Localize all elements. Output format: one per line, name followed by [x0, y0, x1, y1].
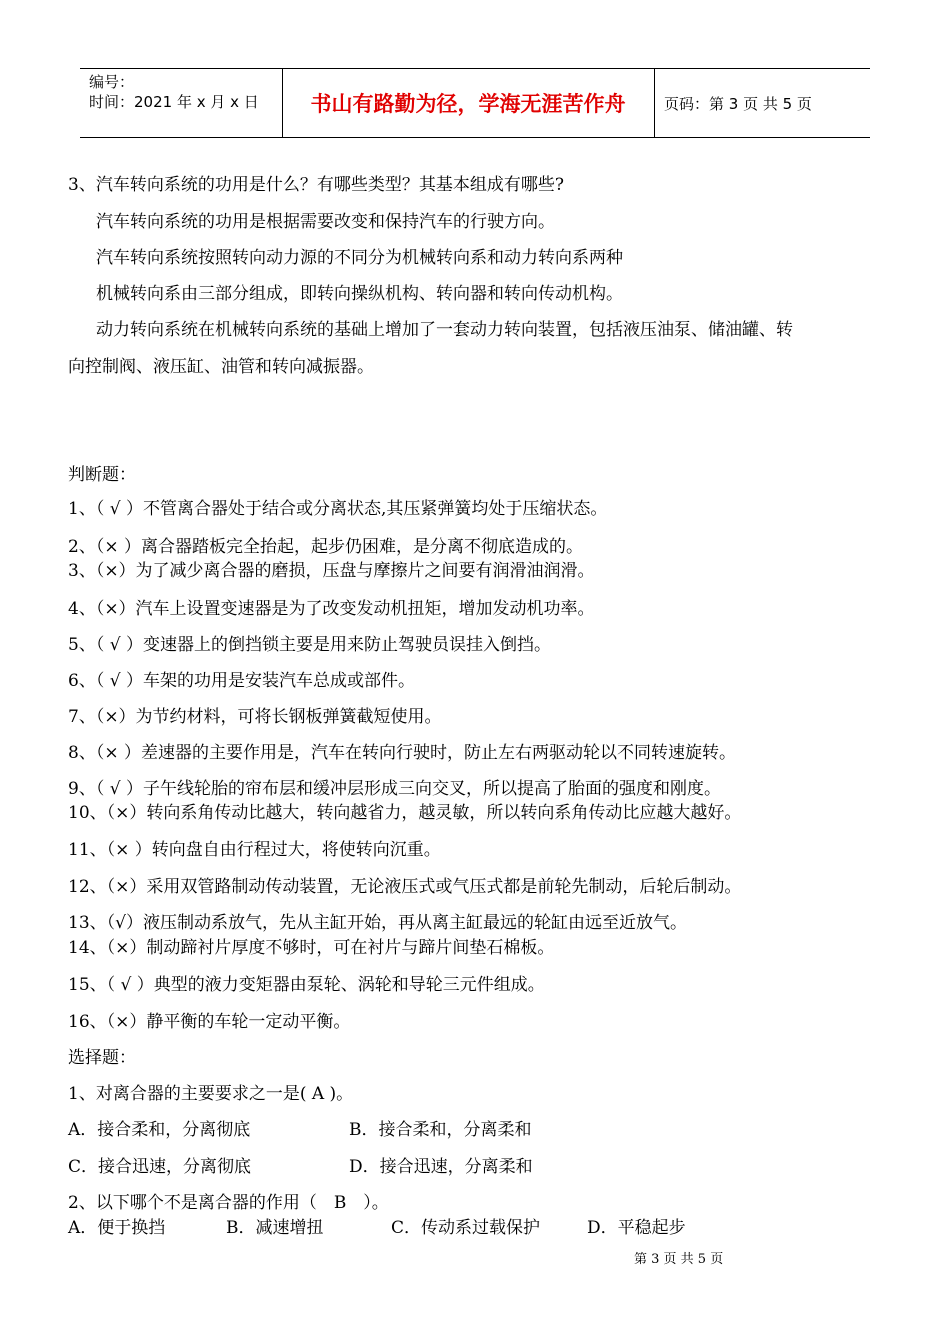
judgment-item-9: 9、（ √ ）子午线轮胎的帘布层和缓冲层形成三向交叉，所以提高了胎面的强度和刚度。 — [68, 779, 721, 799]
judgment-title: 判断题： — [68, 465, 136, 485]
judgment-item-3: 3、（×）为了减少离合器的磨损，压盘与摩擦片之间要有润滑油润滑。 — [68, 561, 595, 581]
judgment-item-12: 12、（×）采用双管路制动传动装置，无论液压式或气压式都是前轮先制动，后轮后制动。 — [68, 877, 742, 897]
choice-q1-option-b: B．接合柔和，分离柔和 — [349, 1120, 532, 1140]
judgment-item-2: 2、（× ）离合器踏板完全抬起，起步仍困难，是分离不彻底造成的。 — [68, 537, 583, 557]
choice-title: 选择题： — [68, 1048, 136, 1068]
header-page-code: 页码：第 3 页 共 5 页 — [664, 94, 812, 113]
choice-q2-option-b: B．减速增扭 — [226, 1218, 324, 1238]
header-motto: 书山有路勤为径，学海无涯苦作舟 — [282, 69, 655, 137]
q3-answer-2: 汽车转向系统按照转向动力源的不同分为机械转向系和动力转向系两种 — [96, 248, 623, 268]
choice-q2-option-d: D．平稳起步 — [587, 1218, 686, 1238]
judgment-item-13: 13、（√）液压制动系放气，先从主缸开始，再从离主缸最远的轮缸由远至近放气。 — [68, 913, 687, 933]
q3-answer-1: 汽车转向系统的功用是根据需要改变和保持汽车的行驶方向。 — [96, 212, 555, 232]
choice-q1-option-a: A．接合柔和，分离彻底 — [68, 1120, 251, 1140]
judgment-item-15: 15、（ √ ）典型的液力变矩器由泵轮、涡轮和导轮三元件组成。 — [68, 975, 545, 995]
q3-answer-4-line2: 向控制阀、液压缸、油管和转向减振器。 — [68, 357, 374, 377]
choice-q1: 1、对离合器的主要要求之一是( A )。 — [68, 1084, 354, 1104]
judgment-item-11: 11、（× ）转向盘自由行程过大，将使转向沉重。 — [68, 840, 441, 860]
judgment-item-4: 4、（×）汽车上设置变速器是为了改变发动机扭矩，增加发动机功率。 — [68, 599, 595, 619]
time-label: 时间：2021 年 x 月 x 日 — [89, 93, 259, 111]
judgment-item-14: 14、（×）制动蹄衬片厚度不够时，可在衬片与蹄片间垫石棉板。 — [68, 938, 555, 958]
judgment-item-1: 1、（ √ ）不管离合器处于结合或分离状态,其压紧弹簧均处于压缩状态。 — [68, 499, 608, 519]
judgment-item-10: 10、（×）转向系角传动比越大，转向越省力，越灵敏，所以转向系角传动比应越大越好。 — [68, 803, 742, 823]
judgment-item-16: 16、（×）静平衡的车轮一定动平衡。 — [68, 1012, 351, 1032]
judgment-item-6: 6、（ √ ）车架的功用是安装汽车总成或部件。 — [68, 671, 415, 691]
choice-q2: 2、以下哪个不是离合器的作用（ B ）。 — [68, 1193, 389, 1213]
page-footer: 第 3 页 共 5 页 — [634, 1252, 724, 1267]
q3-question: 3、汽车转向系统的功用是什么？有哪些类型？其基本组成有哪些? — [68, 175, 564, 195]
q3-answer-4-line1: 动力转向系统在机械转向系统的基础上增加了一套动力转向装置，包括液压油泵、储油罐、转 — [96, 320, 793, 340]
number-label: 编号： — [89, 73, 135, 91]
page-header — [80, 68, 870, 138]
judgment-item-8: 8、（× ）差速器的主要作用是，汽车在转向行驶时，防止左右两驱动轮以不同转速旋转。 — [68, 743, 736, 763]
choice-q2-option-c: C．传动系过载保护 — [391, 1218, 541, 1238]
choice-q2-option-a: A．便于换挡 — [68, 1218, 166, 1238]
choice-q1-option-d: D．接合迅速，分离柔和 — [349, 1157, 533, 1177]
judgment-item-7: 7、（×）为节约材料，可将长钢板弹簧截短使用。 — [68, 707, 442, 727]
judgment-item-5: 5、（ √ ）变速器上的倒挡锁主要是用来防止驾驶员误挂入倒挡。 — [68, 635, 551, 655]
header-meta-cell — [80, 69, 283, 137]
choice-q1-option-c: C．接合迅速，分离彻底 — [68, 1157, 252, 1177]
q3-answer-3: 机械转向系由三部分组成，即转向操纵机构、转向器和转向传动机构。 — [96, 284, 623, 304]
